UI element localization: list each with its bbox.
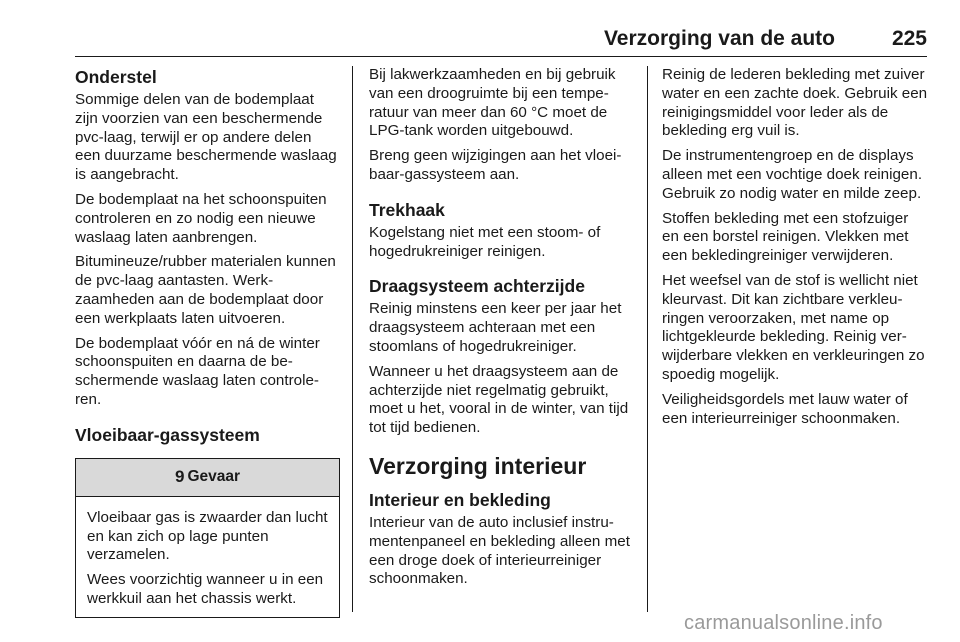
paragraph: Interieur van de auto inclusief instrumentenpaneel en bekleding alleen met een droge doek of interieurreiniger schoonmaken. [369, 513, 630, 588]
column-middle [369, 66, 633, 595]
header-title: Verzorging van de auto [603, 27, 835, 50]
column-left [75, 66, 340, 618]
paragraph: Kogelstang niet met een stoom- of hogedrukreiniger reinigen. [369, 223, 601, 260]
column-divider [647, 66, 648, 612]
watermark-logo: carmanualsonline.info [684, 612, 883, 634]
heading-draagsysteem: Draagsysteem achterzijde [369, 276, 585, 297]
column-divider [352, 66, 353, 612]
paragraph: Reinig minstens een keer per jaar het draagsysteem achteraan met een stoomlans of hogedrukreiniger. [369, 300, 622, 355]
paragraph: Het weefsel van de stof is wellicht niet kleurvast. Dit kan zichtbare verkleuringen veroorzaken, met name op lichtgekleurde bekleding. Reinig verwijderbare vlekken en verkleuringen zo spoedig mogelijk. [662, 271, 925, 383]
warning-text: Wees voorzichtig wanneer u in een werkkuil aan het chassis werkt. [87, 571, 324, 607]
warning-body [76, 497, 339, 617]
paragraph: Breng geen wijzigingen aan het vloeibaar-gassysteem aan. [369, 147, 622, 183]
warning-triangle-icon: 9 [174, 467, 185, 487]
column-right [662, 66, 928, 434]
warning-text: Vloeibaar gas is zwaarder dan lucht en kan zich op lage punten verzamelen. [87, 508, 328, 564]
paragraph: Reinig de lederen bekleding met zuiver water en een zachte doek. Gebruik een reinigingsmiddel voor leder als de bekleding erg vuil is. [662, 66, 928, 140]
heading-verzorging-interieur: Verzorging interieur [369, 452, 587, 479]
header-rule [75, 56, 927, 57]
paragraph: Stoffen bekleding met een stofzuiger en een borstel reinigen. Vlekken met een bekledingreiniger verwijderen. [662, 209, 909, 265]
heading-interieur-bekleding: Interieur en bekleding [369, 489, 551, 510]
paragraph: Bij lakwerkzaamheden en bij gebruik van een droogruimte bij een temperatuur van meer dan 60 °C moet de LPG-tank worden uitgebouwd. [369, 66, 616, 140]
paragraph: De instrumentengroep en de displays alleen met een vochtige doek reinigen. Gebruik zo nodig water en milde zeep. [662, 147, 923, 202]
paragraph: De bodemplaat vóór en ná de winter schoonspuiten en daarna de beschermende waslaag laten controleren. [75, 334, 320, 408]
paragraph: Veiligheidsgordels met lauw water of een interieurreiniger schoonmaken. [662, 390, 908, 427]
paragraph: Wanneer u het draagsysteem aan de achterzijde niet regelmatig gebruikt, moet u het, vooral in de winter, van tijd tot tijd bedienen. [369, 362, 629, 437]
paragraph: Sommige delen van de bodemplaat zijn voorzien van een beschermende pvc-laag, terwijl er op andere delen een duurzame beschermende waslaag is aangebracht. [75, 91, 337, 184]
paragraph: De bodemplaat na het schoonspuiten controleren en zo nodig een nieuwe waslaag laten aanbrengen. [75, 190, 327, 246]
warning-header [76, 459, 339, 497]
warning-title: Gevaar [187, 468, 241, 486]
warning-box [75, 458, 340, 618]
heading-vloeibaar-gassysteem: Vloeibaar-gassysteem [75, 424, 260, 445]
heading-trekhaak: Trekhaak [369, 199, 445, 220]
page-number: 225 [891, 27, 927, 50]
page-header [75, 27, 927, 57]
heading-onderstel: Onderstel [75, 67, 157, 87]
paragraph: Bitumineuze/rubber materialen kunnen de pvc-laag aantasten. Werkzaamheden aan de bodemplaat door een werkplaats laten uitvoeren. [75, 253, 336, 327]
